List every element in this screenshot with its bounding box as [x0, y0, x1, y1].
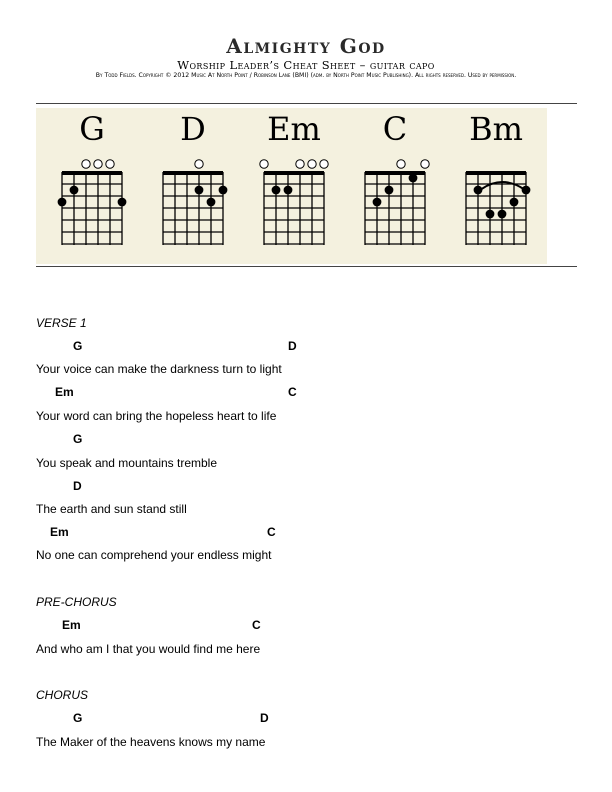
chord-line: [36, 339, 576, 355]
chord-name: G: [79, 110, 105, 148]
chord-line: [36, 479, 576, 495]
chord-symbol: G: [73, 339, 83, 353]
chord-nut: [163, 171, 223, 175]
chord-name: D: [180, 110, 206, 148]
chord-symbol: Em: [62, 618, 81, 632]
chord-symbol: Em: [50, 525, 69, 539]
finger-dot: [70, 186, 79, 195]
chord-symbol: C: [288, 385, 297, 399]
chord-diagram-panel: [36, 108, 547, 264]
chord-name: Em: [267, 110, 321, 148]
chord-line: [36, 618, 576, 634]
chord-symbol: D: [288, 339, 297, 353]
open-string-marker: [421, 160, 429, 168]
chord-line: [36, 525, 576, 541]
top-divider: [36, 103, 577, 104]
bottom-divider: [36, 266, 577, 267]
lyric-line: The Maker of the heavens knows my name: [36, 735, 266, 749]
song-title: Almighty God: [226, 34, 386, 58]
chord-nut: [62, 171, 122, 175]
finger-dot: [486, 210, 495, 219]
open-string-marker: [106, 160, 114, 168]
finger-dot: [284, 186, 293, 195]
open-string-marker: [260, 160, 268, 168]
lyric-line: No one can comprehend your endless might: [36, 548, 272, 562]
open-string-marker: [397, 160, 405, 168]
lyric-line: And who am I that you would find me here: [36, 642, 261, 656]
finger-dot: [522, 186, 531, 195]
chord-symbol: C: [267, 525, 276, 539]
finger-dot: [498, 210, 507, 219]
finger-dot: [207, 198, 216, 207]
chord-nut: [365, 171, 425, 175]
chord-line: [36, 432, 576, 448]
lyric-line: Your word can bring the hopeless heart to life: [36, 409, 277, 423]
finger-dot: [219, 186, 228, 195]
open-string-marker: [320, 160, 328, 168]
section-label-chorus: CHORUS: [36, 688, 89, 702]
chord-symbol: G: [73, 711, 83, 725]
chord-nut: [466, 171, 526, 175]
chord-symbol: G: [73, 432, 83, 446]
open-string-marker: [195, 160, 203, 168]
chord-symbol: D: [73, 479, 82, 493]
chord-nut: [264, 171, 324, 175]
open-string-marker: [308, 160, 316, 168]
finger-dot: [373, 198, 382, 207]
section-label-pre-chorus: PRE-CHORUS: [36, 595, 117, 609]
section-label-verse-1: VERSE 1: [36, 316, 87, 330]
chord-name: C: [382, 110, 408, 148]
lyric-line: Your voice can make the darkness turn to light: [36, 362, 282, 376]
chord-name: Bm: [469, 110, 523, 148]
finger-dot: [385, 186, 394, 195]
sheet-subtitle: Worship Leader’s Cheat Sheet – guitar capo: [177, 58, 435, 72]
open-string-marker: [82, 160, 90, 168]
chord-symbol: C: [252, 618, 261, 632]
finger-dot: [195, 186, 204, 195]
chord-symbol: Em: [55, 385, 74, 399]
lyric-line: The earth and sun stand still: [36, 502, 187, 516]
chord-symbol: D: [260, 711, 269, 725]
copyright-credits: By Todd Fields. Copyright © 2012 Music At North Point / Robinson Lane (BMI) (adm. by North Point Music Publishing). All rights reserved. Used by permission.: [95, 72, 517, 79]
finger-dot: [272, 186, 281, 195]
finger-dot: [118, 198, 127, 207]
lyric-line: You speak and mountains tremble: [36, 456, 218, 470]
chord-line: [36, 711, 576, 727]
finger-dot: [409, 174, 418, 183]
chord-diagrams: [36, 108, 547, 264]
finger-dot: [58, 198, 67, 207]
open-string-marker: [94, 160, 102, 168]
finger-dot: [510, 198, 519, 207]
chord-line: [36, 385, 576, 401]
finger-dot: [474, 186, 483, 195]
open-string-marker: [296, 160, 304, 168]
